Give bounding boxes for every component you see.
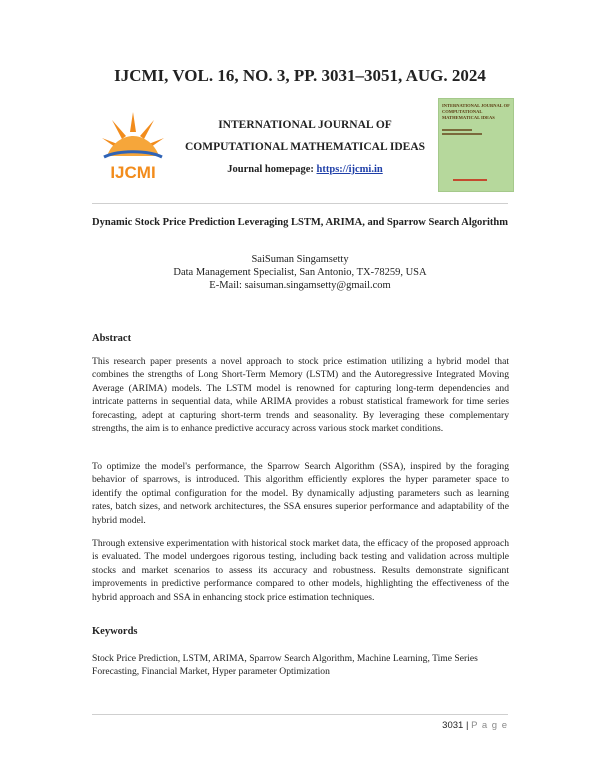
journal-name-line1: INTERNATIONAL JOURNAL OF: [218, 119, 392, 131]
homepage-label: Journal homepage:: [227, 164, 314, 175]
author-affiliation: Data Management Specialist, San Antonio, TX-78259, USA: [173, 267, 427, 278]
journal-homepage: [172, 164, 438, 175]
keywords-heading: Keywords: [92, 626, 138, 637]
footer-divider: [92, 714, 508, 715]
keywords-text: Stock Price Prediction, LSTM, ARIMA, Sparrow Search Algorithm, Machine Learning, Time Series Forecasting, Financial Market, Hyper parameter Optimization: [92, 653, 478, 678]
homepage-link[interactable]: https://ijcmi.in: [316, 164, 383, 175]
journal-cover-thumbnail: [438, 98, 514, 192]
author-name: SaiSuman Singamsetty: [251, 254, 349, 265]
cover-title: INTERNATIONAL JOURNAL OF COMPUTATIONAL MATHEMATICAL IDEAS: [442, 103, 510, 120]
article-title: Dynamic Stock Price Prediction Leveraging LSTM, ARIMA, and Sparrow Search Algorithm: [92, 217, 508, 228]
abstract-paragraph: This research paper presents a novel approach to stock price estimation utilizing a hybrid model that combines the strengths of Long Short-Term Memory (LSTM) and the Autoregressive Integrated Moving Average (ARIMA) models. The LSTM model is renowned for capturing long-term dependencies and intricate patterns in sequential data, while ARIMA provides a robust statistical framework for time series forecasting, adept at capturing short-term trends and seasonality. By leveraging these complementary strengths, the aim is to enhance predictive accuracy across various stock market conditions.: [92, 356, 509, 435]
cover-text-line: [442, 133, 482, 135]
cover-stripe: [453, 179, 487, 181]
logo-text: IJCMI: [110, 163, 156, 182]
cover-text-line: [442, 129, 472, 131]
page-number: 3031: [442, 720, 464, 731]
footer-separator: |: [465, 720, 469, 731]
sun-logo-icon: [98, 102, 168, 184]
abstract-paragraph: To optimize the model's performance, the Sparrow Search Algorithm (SSA), inspired by the foraging behavior of sparrows, is introduced. This algorithm efficiently explores the hyper parameter space to identify the optimal configuration for the model. By dynamically adjusting parameters such as learning rates, batch sizes, and network architectures, the SSA ensures superior performance and adaptability of the hybrid model.: [92, 461, 509, 526]
abstract-paragraph: Through extensive experimentation with historical stock market data, the efficacy of the proposed approach is evaluated. The model undergoes rigorous testing, including back testing and validation across multiple stocks and market scenarios to assess its accuracy and robustness. Results demonstrate significant improvements in predictive performance compared to other models, highlighting the effectiveness of the hybrid approach and SSA in enhancing stock price estimation techniques.: [92, 538, 509, 603]
header-divider: [92, 203, 508, 204]
author-block: [92, 253, 508, 292]
journal-citation: IJCMI, VOL. 16, NO. 3, PP. 3031–3051, AUG. 2024: [114, 66, 486, 85]
page-footer: [92, 720, 508, 731]
author-email: E-Mail: saisuman.singamsetty@gmail.com: [209, 280, 391, 291]
page-label: P a g e: [471, 720, 508, 731]
ijcmi-logo: [98, 102, 168, 184]
journal-name-line2: COMPUTATIONAL MATHEMATICAL IDEAS: [184, 141, 426, 153]
abstract-heading: Abstract: [92, 333, 132, 344]
